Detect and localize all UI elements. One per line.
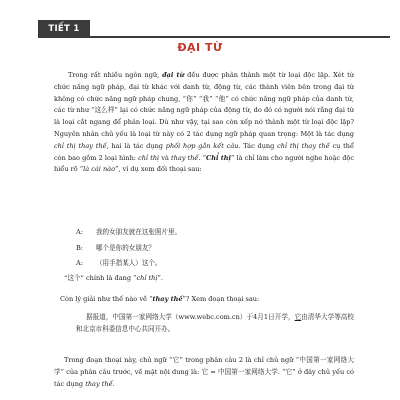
note-text: chính là đang “ <box>83 274 137 282</box>
example-underlined-pronoun: 它 <box>294 313 302 321</box>
intro-text-6: . “ <box>198 153 206 162</box>
section-rule <box>90 36 390 38</box>
note-end: ”. <box>157 274 163 282</box>
example-passage <box>76 311 354 335</box>
intro-text-2: đều được phân thành một từ loại độc lập. Xét từ chức năng ngữ pháp, đại từ khác với danh từ, động từ, các thành viên bên trong đại từ không có chức năng ngữ pháp chung, “你” “我” “他” có chức năng ngữ pháp của danh từ, các từ như “这么样” lại có chức năng ngữ pháp của động từ, do đó có người nói rằng đại từ là loại cắt ngang để phân loại. Dù như vậy, tại sao còn xếp nó thành một từ loại độc lập? Nguyên nhân chủ yếu là loại từ này có 2 tác dụng ngữ pháp quan trọng: Một là tác dụng <box>54 71 354 138</box>
intro-term-chi-thi-thay-the: chỉ thị thay thế <box>54 141 107 150</box>
example-text-2: 由清华大学等高校和北京市科委信息中心共同开办。 <box>76 313 354 333</box>
example-text-1: 据报道，中国第一家网络大学（www.webc.com.cn）于4月1日开学， <box>86 313 295 321</box>
intro-text-5b: và <box>159 153 171 162</box>
dialog-line <box>76 241 366 257</box>
dialog-line <box>76 225 366 241</box>
intro-term-la-cai-nao: là cái nào <box>83 165 116 174</box>
note-quote: “这个” <box>64 274 84 282</box>
note-term: chỉ thị <box>136 274 158 282</box>
intro-text-4: . Tác dụng <box>238 141 278 150</box>
question-term: thay thế <box>152 295 183 303</box>
dialog-speaker: B: <box>76 243 84 252</box>
dialog-text: 哪个是你的女朋友？ <box>96 243 155 252</box>
intro-term-phoi-hop: phối hợp gắn kết câu <box>165 141 239 150</box>
dialog-text: 我的女朋友就在这张照片里。 <box>96 228 182 236</box>
closing-text: Trong đoạn thoại này, chủ ngữ “它” trong phân câu 2 là chỉ chủ ngữ “中国第一家网络大学” của phân câu trước, về mặt nội dung là: 它 = 中国第一家网络大学. “它” ở đây chủ yếu có tác dụng <box>54 356 354 388</box>
dialog-line <box>76 256 366 272</box>
intro-text-3: , hai là tác dụng <box>106 141 166 150</box>
intro-term-chi-thi: chỉ thị <box>138 153 160 162</box>
intro-term-thay-the: thay thế <box>171 153 199 162</box>
closing-end: . <box>112 379 115 388</box>
intro-text-8: ”, ví dụ xem đối thoại sau: <box>115 165 202 174</box>
intro-text-7: ” là chỉ làm cho người nghe hoặc độc hiểu rõ “ <box>54 153 354 174</box>
question-end: ”? Xem đoạn thoại sau: <box>182 295 260 303</box>
section-badge: TIẾT 1 <box>38 20 90 38</box>
page-title: ĐẠI TỪ <box>177 41 223 54</box>
question-line <box>54 294 354 306</box>
dialog-block <box>76 225 366 272</box>
dialog-speaker: A: <box>76 228 83 236</box>
closing-term: thay thế <box>85 379 113 388</box>
closing-paragraph <box>54 355 354 400</box>
question-text: Còn lý giải như thế nào về “ <box>60 295 153 303</box>
intro-term-chi-thi-thay-the-2: chỉ thị thay thế <box>277 141 330 150</box>
intro-text-1: Trong rất nhiều ngôn ngữ, <box>68 71 163 79</box>
intro-paragraph <box>54 70 354 220</box>
intro-text-5: cụ thể còn bao gồm 2 loại hình: <box>54 141 354 162</box>
dialog-speaker: A: <box>76 259 83 267</box>
dialog-note <box>64 272 163 282</box>
dialog-text: （用手指某人）这个。 <box>96 259 162 267</box>
intro-term-chi-thi-bold: Chỉ thị <box>206 153 232 162</box>
intro-term-dai-tu: đại từ <box>162 71 185 79</box>
